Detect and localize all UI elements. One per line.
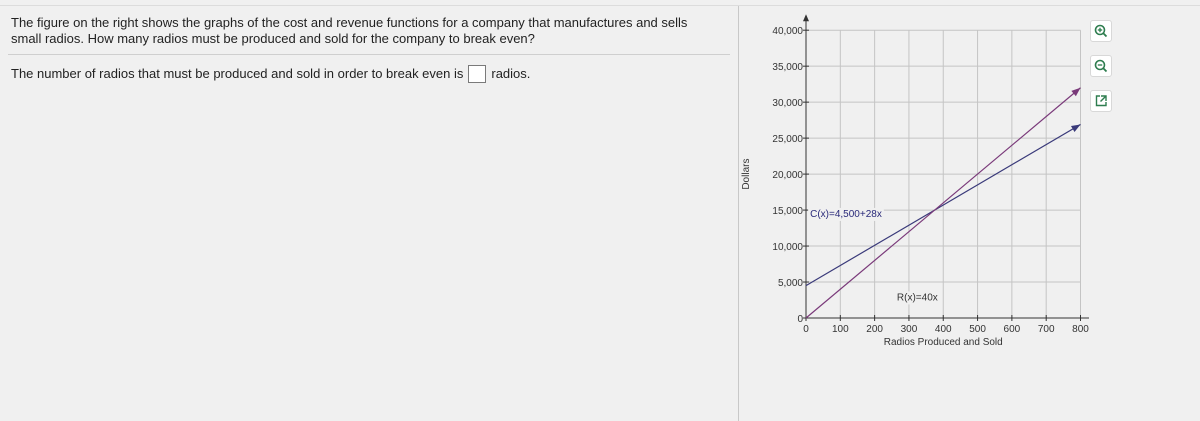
answer-suffix: radios. (491, 66, 531, 81)
zoom-out-icon (1093, 58, 1109, 74)
question-separator (8, 54, 730, 55)
answer-row (11, 65, 530, 83)
break-even-graph (739, 6, 1089, 356)
zoom-in-icon (1093, 23, 1109, 39)
y-tick-label: 5,000 (777, 278, 803, 290)
y-tick-label: 10,000 (772, 242, 803, 254)
x-tick-label: 100 (831, 324, 849, 335)
x-tick-label: 700 (1037, 324, 1055, 335)
y-tick-label: 40,000 (772, 26, 803, 38)
y-tick-label: 30,000 (772, 98, 803, 110)
zoom-out-button[interactable] (1090, 55, 1112, 77)
x-tick-label: 200 (866, 324, 883, 335)
zoom-in-button[interactable] (1090, 20, 1112, 42)
y-tick-label: 15,000 (772, 206, 803, 218)
x-tick-label: 400 (934, 324, 952, 335)
y-tick-label: 35,000 (772, 62, 803, 74)
x-tick-label: 300 (900, 324, 918, 335)
cost-function-label: C(x)=4,500+28x (810, 208, 882, 220)
question-line-1: The figure on the right shows the graphs of the cost and revenue functions for a company that manufactures and sells (11, 15, 688, 30)
y-tick-label: 0 (797, 314, 803, 325)
y-tick-label: 20,000 (772, 170, 803, 182)
revenue-function-label: R(x)=40x (896, 292, 938, 304)
question-line-2: small radios. How many radios must be produced and sold for the company to break even? (11, 31, 535, 46)
open-external-button[interactable] (1090, 90, 1112, 112)
answer-prefix: The number of radios that must be produced and sold in order to break even is (11, 66, 464, 81)
x-tick-label: 600 (1003, 324, 1021, 335)
x-axis-title: Radios Produced and Sold (883, 337, 1003, 348)
answer-input[interactable] (468, 65, 486, 83)
y-axis-arrow (803, 14, 809, 21)
x-tick-label: 0 (803, 324, 809, 335)
question-text (11, 15, 726, 47)
x-tick-label: 800 (1072, 324, 1089, 335)
cost-line-arrow (1071, 124, 1081, 132)
y-tick-label: 25,000 (772, 134, 803, 146)
x-tick-label: 500 (969, 324, 986, 335)
open-external-icon (1093, 93, 1109, 109)
y-axis-title: Dollars (741, 158, 752, 190)
